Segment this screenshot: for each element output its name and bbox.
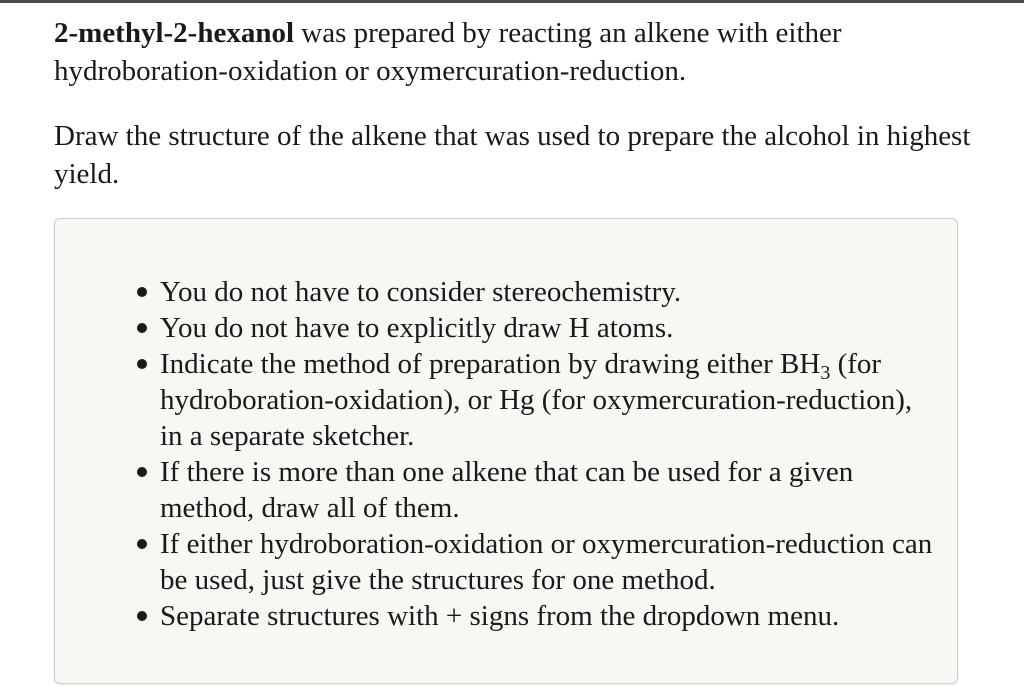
instruction-item: If either hydroboration-oxidation or oxymercuration-reduction can be used, just give the structures for one method.: [135, 526, 935, 598]
instruction-text: Indicate the method of preparation by drawing either BH: [160, 348, 821, 380]
question-intro: [54, 14, 974, 90]
question-task: Draw the structure of the alkene that was used to prepare the alcohol in highest yield.: [54, 120, 971, 190]
instruction-item: You do not have to consider stereochemistry.: [135, 274, 935, 310]
top-border: [0, 0, 1024, 3]
instructions-box: [54, 218, 958, 684]
instruction-item: [135, 346, 935, 454]
intro-text: was prepared by reacting an alkene with either hydroboration-oxidation or oxymercuration-reduction.: [54, 17, 842, 87]
compound-name: 2-methyl-2-hexanol: [54, 17, 295, 49]
instruction-item: If there is more than one alkene that can be used for a given method, draw all of them.: [135, 454, 935, 526]
instruction-item: Separate structures with + signs from the dropdown menu.: [135, 598, 935, 634]
instructions-list: [135, 274, 935, 634]
question-text: [54, 14, 974, 193]
subscript-3: 3: [820, 362, 831, 384]
instruction-text: (for hydroboration-oxidation), or Hg (for oxymercuration-reduction), in a separate sketcher.: [160, 348, 913, 452]
instruction-item: You do not have to explicitly draw H atoms.: [135, 310, 935, 346]
